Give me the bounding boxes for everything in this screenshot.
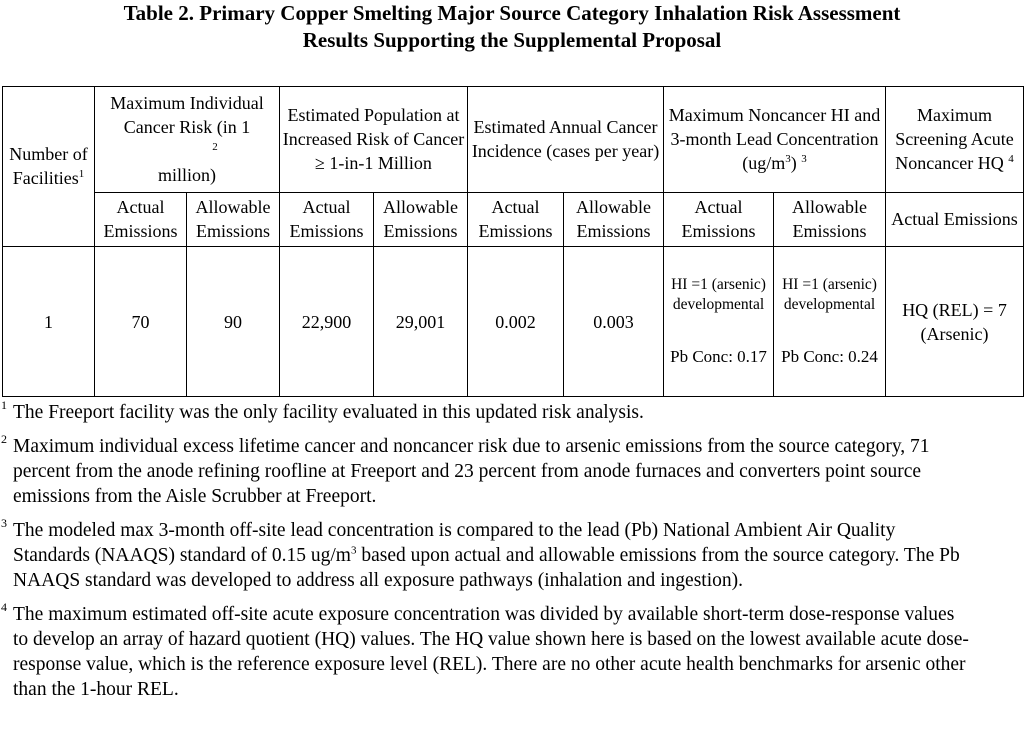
footnote-3-text — [13, 520, 960, 591]
header-noncancer — [664, 87, 886, 193]
cell-cancer-allowable: 90 — [187, 247, 280, 397]
cell-facilities: 1 — [3, 247, 95, 397]
cell-population-actual: 22,900 — [280, 247, 374, 397]
header-incidence-label: Estimated Annual Cancer Incidence (cases per year) — [471, 117, 660, 162]
cell-acute-actual: HQ (REL) = 7 (Arsenic) — [886, 247, 1024, 397]
header-noncancer-line1: Maximum Noncancer HI and 3-month Lead Concentration (ug/m — [668, 105, 881, 174]
header-row — [3, 87, 1024, 193]
footnote-4-text: The maximum estimated off-site acute exposure concentration was divided by available short-term dose-response values to develop an array of hazard quotient (HQ) values. The HQ value shown here is based on the lowest available acute dose-response value, which is the reference exposure level (REL). There are no other acute health benchmarks for arsenic other than the 1-hour REL. — [13, 604, 969, 700]
footnote-1-number: 1 — [1, 398, 7, 412]
footnote-2-text: Maximum individual excess lifetime cancer and noncancer risk due to arsenic emissions from the source category, 71 percent from the anode refining roofline at Freeport and 23 percent from anode furnaces and converters point source emissions from the Aisle Scrubber at Freeport. — [13, 436, 930, 507]
header-population-label: Estimated Population at Increased Risk of Cancer ≥ 1-in-1 Million — [282, 105, 465, 174]
risk-results-table — [2, 86, 1024, 397]
subheader-cancer-actual: Actual Emissions — [95, 192, 187, 246]
header-noncancer-line2: ) — [790, 153, 797, 174]
cell-noncancer-allowable — [774, 247, 886, 397]
cell-hi-allowable: HI =1 (arsenic) developmental — [782, 275, 877, 313]
header-acute — [886, 87, 1024, 193]
cell-noncancer-actual — [664, 247, 774, 397]
subheader-noncancer-allowable: Allowable Emissions — [774, 192, 886, 246]
subheader-population-actual: Actual Emissions — [280, 192, 374, 246]
cell-population-allowable: 29,001 — [374, 247, 468, 397]
table-title-line1: Table 2. Primary Copper Smelting Major Source Category Inhalation Risk Assessment — [123, 1, 901, 25]
cell-hi-actual: HI =1 (arsenic) developmental — [671, 275, 766, 313]
subheader-incidence-actual: Actual Emissions — [468, 192, 564, 246]
footnote-3 — [0, 518, 973, 593]
header-cancer-risk-line1: Maximum Individual Cancer Risk (in 1 — [110, 93, 264, 138]
cell-pb-allowable: Pb Conc: 0.24 — [781, 346, 878, 366]
header-incidence — [468, 87, 664, 193]
header-cancer-risk-line2: million) — [158, 165, 216, 186]
header-cancer-risk — [95, 87, 280, 193]
cell-cancer-actual: 70 — [95, 247, 187, 397]
subheader-noncancer-actual: Actual Emissions — [664, 192, 774, 246]
footnote-1-text: The Freeport facility was the only facility evaluated in this updated risk analysis. — [13, 402, 644, 423]
subheader-population-allowable: Allowable Emissions — [374, 192, 468, 246]
subheader-acute-actual: Actual Emissions — [886, 192, 1024, 246]
footnote-2 — [0, 434, 973, 509]
table-title-line2: Results Supporting the Supplemental Proposal — [302, 28, 722, 52]
footnote-3-number: 3 — [1, 516, 7, 530]
footnote-3-text-b: based upon actual and allowable emissions from the source category. The Pb NAAQS standard was developed to address all exposure pathways (inhalation and ingestion). — [13, 545, 960, 591]
cell-incidence-allowable: 0.003 — [564, 247, 664, 397]
header-acute-label: Maximum Screening Acute Noncancer HQ — [895, 105, 1014, 174]
footnote-4 — [0, 602, 973, 702]
cell-incidence-actual: 0.002 — [468, 247, 564, 397]
header-facilities-sup: 1 — [78, 168, 85, 180]
header-facilities-label: Number of Facilities — [9, 144, 88, 188]
subheader-cancer-allowable: Allowable Emissions — [187, 192, 280, 246]
footnote-4-number: 4 — [1, 600, 7, 614]
header-number-of-facilities — [3, 87, 95, 247]
cell-pb-actual: Pb Conc: 0.17 — [670, 346, 767, 366]
header-cancer-risk-sup: 2 — [212, 141, 218, 154]
footnote-1 — [0, 400, 973, 425]
subheader-row — [3, 192, 1024, 246]
table-row — [3, 247, 1024, 397]
subheader-incidence-allowable: Allowable Emissions — [564, 192, 664, 246]
footnote-3-text-a: The modeled max 3-month off-site lead concentration is compared to the lead (Pb) National Ambient Air Quality Standards (NAAQS) standard of 0.15 ug/m — [13, 520, 896, 566]
footnote-2-number: 2 — [1, 432, 7, 446]
header-acute-sup: 4 — [1008, 153, 1014, 166]
footnote-3-sup: 3 — [350, 544, 357, 557]
footnotes — [0, 400, 1024, 711]
header-noncancer-sup: 3 — [801, 153, 807, 166]
table-title — [0, 0, 1024, 54]
header-noncancer-unit-sup: 3 — [785, 153, 791, 166]
header-population — [280, 87, 468, 193]
